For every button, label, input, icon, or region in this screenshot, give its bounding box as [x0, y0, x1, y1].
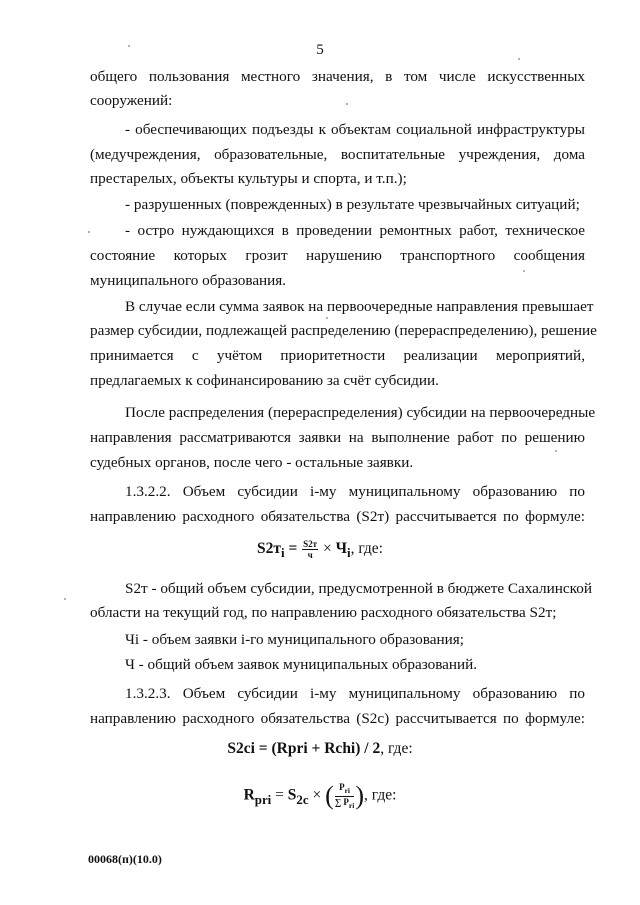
text-line: (медучреждения, образовательные, воспитательные учреждения, дома	[90, 146, 585, 163]
formula-rhs: Ч	[335, 540, 347, 558]
scan-speck	[523, 270, 525, 272]
text-line: направлению расходного обязательства (S2т) рассчитывается по формуле:	[90, 508, 585, 525]
scan-speck	[555, 450, 557, 452]
text-line: размер субсидии, подлежащей распределению (перераспределению), решение	[90, 322, 597, 339]
formula-tail: , где:	[350, 540, 383, 558]
text-line: направлению расходного обязательства (S2с) рассчитывается по формуле:	[90, 710, 585, 727]
scan-speck	[326, 317, 328, 319]
formula-times: ×	[322, 540, 332, 558]
text-line: После распределения (перераспределения) субсидии на первоочередные	[125, 404, 596, 421]
text-line: Чi - объем заявки i-го муниципального образования;	[125, 631, 464, 648]
formula-rhs-sub: i	[346, 545, 351, 561]
formula-s2t	[0, 539, 640, 561]
formula-s: S	[287, 786, 297, 804]
formula-s-sub: 2c	[296, 791, 309, 807]
formula-tail: , где:	[364, 786, 397, 804]
text-line: сооружений:	[90, 92, 173, 109]
formula-fraction	[302, 539, 318, 560]
text-line: Ч - общий объем заявок муниципальных образований.	[125, 656, 478, 673]
right-paren: )	[355, 781, 365, 810]
formula-text: S2ci = (Rpri + Rchi) / 2	[227, 740, 381, 757]
text-line: состояние которых грозит нарушению транспортного сообщения	[90, 247, 585, 264]
text-line: направления рассматриваются заявки на выполнение работ по решению	[90, 429, 585, 446]
formula-lhs-sub: i	[280, 545, 285, 561]
fraction-denominator: ∑ $P_{ri}$	[334, 796, 355, 810]
left-paren: (	[325, 781, 334, 810]
scan-speck	[88, 231, 90, 233]
text-line: - обеспечивающих подъезды к объектам социальной инфраструктуры	[125, 121, 585, 138]
formula-equals: =	[288, 540, 298, 558]
text-line: судебных органов, после чего - остальные заявки.	[90, 454, 414, 471]
text-line: предлагаемых к софинансированию за счёт субсидии.	[90, 372, 439, 389]
formula-equals: =	[275, 786, 284, 804]
formula-s2ci	[0, 740, 640, 758]
text-line: В случае если сумма заявок на первоочередные направления превышает	[125, 298, 594, 315]
formula-times: ×	[312, 786, 322, 804]
scan-speck	[518, 58, 520, 60]
text-line: - разрушенных (поврежденных) в результате чрезвычайных ситуаций;	[125, 196, 580, 213]
formula-fraction	[335, 782, 355, 811]
formula-tail: , где:	[380, 740, 413, 757]
fraction-numerator: S2т	[303, 539, 318, 549]
text-line: престарелых, объекты культуры и спорта, и т.п.);	[90, 170, 407, 187]
document-code: 00068(п)(10.0)	[88, 852, 162, 866]
fraction-numerator: $P_{ri}$	[335, 782, 355, 797]
text-line: - остро нуждающихся в проведении ремонтных работ, техническое	[125, 222, 585, 239]
formula-lhs: R	[243, 786, 255, 804]
text-line: муниципального образования.	[90, 272, 287, 289]
text-line: 1.3.2.3. Объем субсидии i-му муниципальному образованию по	[125, 685, 585, 702]
scan-speck	[346, 103, 348, 105]
page-number: 5	[316, 42, 324, 58]
formula-rpri	[0, 781, 640, 811]
fraction-denominator: ч	[307, 550, 313, 560]
text-line: общего пользования местного значения, в том числе искусственных	[90, 68, 585, 85]
text-line: S2т - общий объем субсидии, предусмотренной в бюджете Сахалинской	[125, 580, 592, 597]
scan-speck	[64, 598, 66, 600]
text-line: принимается с учётом приоритетности реализации мероприятий,	[90, 347, 585, 364]
scan-speck	[128, 45, 130, 47]
text-line: области на текущий год, по направлению расходного обязательства S2т;	[90, 604, 557, 621]
formula-lhs-sub: pri	[254, 791, 272, 807]
text-line: 1.3.2.2. Объем субсидии i-му муниципальному образованию по	[125, 483, 585, 500]
formula-lhs: S2т	[256, 540, 281, 558]
